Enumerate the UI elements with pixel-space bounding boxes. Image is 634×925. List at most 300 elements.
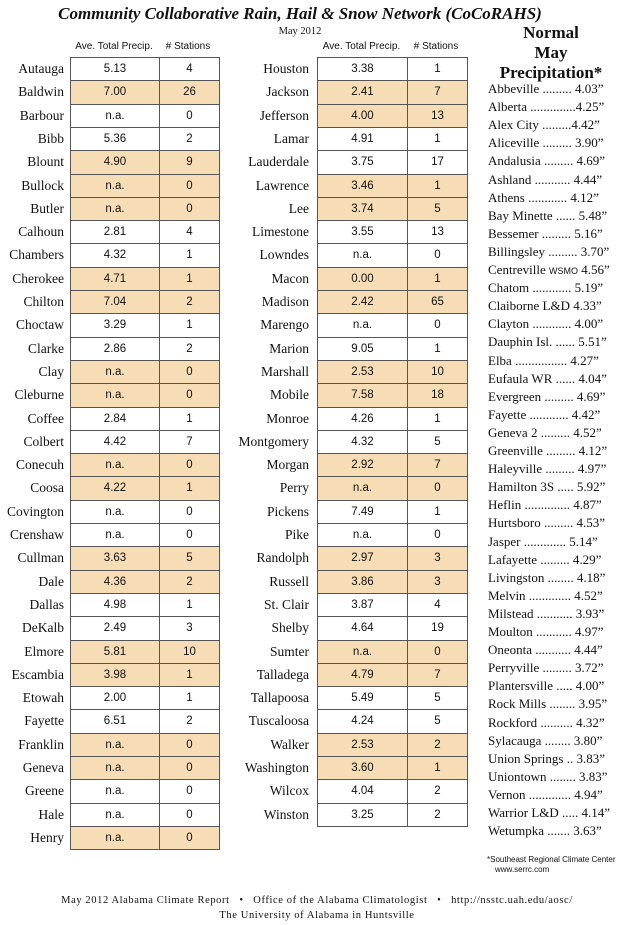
normal-station-entry — [488, 261, 633, 279]
stations-cell: 5 — [407, 710, 467, 733]
county-name: Colbert — [23, 434, 64, 449]
county-name: Dale — [38, 574, 64, 589]
precip-cell: 3.38 — [351, 63, 374, 75]
table-row — [318, 104, 467, 127]
table-row — [318, 593, 467, 616]
county-name: Lowndes — [259, 247, 309, 262]
stations-cell: 10 — [159, 641, 219, 663]
precip-cell: 4.71 — [103, 273, 127, 285]
table-row — [318, 267, 467, 290]
precip-cell: 0.00 — [351, 273, 374, 285]
stations-cell: 17 — [407, 151, 467, 174]
table-row — [318, 476, 467, 500]
normal-station-text: Athens ............ 4.12” — [488, 190, 599, 205]
normal-station-entry — [488, 659, 633, 677]
table-row — [71, 453, 219, 476]
stations-cell: 18 — [407, 384, 467, 407]
normal-station-text: Bay Minette ...... 5.48” — [488, 208, 608, 223]
precip-cell: 2.81 — [103, 226, 127, 238]
stations-cell: 1 — [407, 268, 467, 290]
normal-station-entry — [488, 551, 633, 569]
precip-cell: 7.00 — [103, 86, 127, 98]
county-name: Geneva — [22, 760, 64, 775]
stations-cell: 1 — [159, 268, 219, 290]
county-name: Fayette — [24, 713, 64, 728]
table-row — [318, 290, 467, 313]
stations-cell: 65 — [407, 291, 467, 313]
normal-station-entry — [488, 243, 633, 261]
table-row — [71, 267, 219, 290]
county-name: Crenshaw — [10, 527, 64, 542]
table-row — [71, 104, 219, 127]
normal-station-entry — [488, 315, 633, 333]
page-footer — [0, 893, 634, 923]
county-name: Greene — [25, 783, 64, 798]
table-row — [71, 686, 219, 709]
county-name: Washington — [244, 760, 309, 775]
table-row — [71, 127, 219, 150]
county-name: Talladega — [256, 667, 309, 682]
stations-cell: 1 — [407, 175, 467, 197]
stations-cell: 9 — [159, 151, 219, 174]
stations-cell: 0 — [159, 361, 219, 383]
precip-cell: 2.53 — [351, 739, 374, 751]
normal-station-text: Heflin .............. 4.87” — [488, 497, 602, 512]
normal-station-entry — [488, 189, 633, 207]
table-row — [318, 197, 467, 220]
stations-cell: 2 — [407, 804, 467, 826]
precip-cell: 3.86 — [351, 576, 374, 588]
stations-cell: 0 — [159, 175, 219, 197]
county-name: Lawrence — [255, 178, 309, 193]
county-name: Coffee — [27, 411, 64, 426]
county-name: Elmore — [24, 644, 64, 659]
county-name: Covington — [6, 504, 64, 519]
normal-station-text: Alberta ..............4.25” — [488, 99, 605, 114]
normal-station-entry — [488, 641, 633, 659]
precip-cell: n.a. — [105, 809, 125, 821]
county-name: Bullock — [21, 178, 64, 193]
normal-station-text: Uniontown ........ 3.83” — [488, 769, 608, 784]
stations-cell: 0 — [159, 501, 219, 523]
normal-station-text: Ashland ........... 4.44” — [488, 172, 603, 187]
table-row — [318, 686, 467, 709]
stations-cell: 5 — [159, 547, 219, 570]
normal-station-entry — [488, 98, 633, 116]
county-name: Barbour — [19, 108, 64, 123]
precip-cell: n.a. — [105, 110, 125, 122]
table-row — [71, 779, 219, 803]
table-row — [318, 174, 467, 197]
county-name: Hale — [38, 807, 64, 822]
normal-station-entry — [488, 732, 633, 750]
normal-station-text: Sylacauga ........ 3.80” — [488, 733, 603, 748]
normal-station-text: Evergreen ......... 4.69” — [488, 389, 606, 404]
stations-cell: 13 — [407, 105, 467, 127]
stations-cell: 1 — [159, 664, 219, 686]
normal-station-text: Plantersville ..... 4.00” — [488, 678, 605, 693]
stations-cell: 2 — [159, 291, 219, 313]
table-row — [318, 803, 467, 826]
county-name: Calhoun — [18, 224, 64, 239]
precip-cell: n.a. — [105, 785, 125, 797]
county-name: Marion — [269, 341, 309, 356]
normal-station-entry — [488, 225, 633, 243]
table-row — [71, 593, 219, 616]
county-name: Chilton — [23, 294, 64, 309]
precip-cell: 4.24 — [351, 715, 374, 727]
table-row — [71, 640, 219, 663]
footer-line-1: May 2012 Alabama Climate Report • Office of the Alabama Climatologist • http://nsstc.uah.edu/aosc/ — [61, 895, 573, 906]
county-name: Pike — [284, 527, 309, 542]
table-row — [71, 150, 219, 174]
precip-cell: 2.97 — [351, 552, 374, 564]
table-row — [71, 407, 219, 430]
stations-cell: 7 — [407, 454, 467, 476]
normal-station-entry — [488, 116, 633, 134]
county-name: Baldwin — [18, 84, 64, 99]
precip-cell: 7.58 — [351, 389, 374, 401]
precip-cell: 4.32 — [103, 249, 127, 261]
stations-cell: 0 — [159, 524, 219, 546]
normal-station-text: Rockford .......... 4.32” — [488, 715, 605, 730]
table-row — [318, 546, 467, 570]
normal-station-text: Chatom ............ 5.19” — [488, 280, 604, 295]
table-row — [71, 197, 219, 220]
stations-cell: 1 — [159, 594, 219, 616]
normal-station-entry — [488, 714, 633, 732]
stations-cell: 1 — [159, 244, 219, 267]
table-row — [71, 616, 219, 640]
normal-station-text: Jasper ............. 5.14” — [488, 534, 598, 549]
normal-station-text: Greenville ......... 4.12” — [488, 443, 608, 458]
precip-cell: 2.84 — [103, 413, 127, 425]
stations-cell: 1 — [407, 408, 467, 430]
precip-cell: n.a. — [105, 762, 125, 774]
county-name: Perry — [279, 480, 309, 495]
precip-cell: 2.53 — [351, 366, 374, 378]
table-row — [318, 779, 467, 803]
precip-cell: 7.49 — [351, 506, 374, 518]
precip-cell: 3.29 — [103, 319, 127, 331]
county-name: Winston — [263, 807, 309, 822]
county-name: Cherokee — [12, 271, 64, 286]
stations-cell: 10 — [407, 361, 467, 383]
stations-cell: 0 — [407, 244, 467, 267]
county-name: Morgan — [266, 457, 309, 472]
normal-station-entry — [488, 587, 633, 605]
county-name: Shelby — [271, 620, 309, 635]
normal-station-entry — [488, 406, 633, 424]
precip-cell: 2.49 — [103, 622, 127, 634]
stations-cell: 0 — [159, 105, 219, 127]
footnote-url: www.serrc.com — [495, 865, 550, 874]
normal-station-text: Claiborne L&D 4.33” — [488, 298, 602, 313]
precip-cell: 2.00 — [103, 692, 127, 704]
table-row — [318, 756, 467, 779]
precip-cell: 2.41 — [351, 86, 374, 98]
normal-station-entry — [488, 496, 633, 514]
stations-cell: 1 — [159, 408, 219, 430]
county-name: Blount — [27, 154, 64, 169]
table-row — [71, 313, 219, 337]
county-name: Monroe — [266, 411, 309, 426]
precip-cell: 3.98 — [103, 669, 127, 681]
county-name: Jefferson — [259, 108, 309, 123]
table-row — [318, 709, 467, 733]
table-row — [71, 383, 219, 407]
county-name: Madison — [261, 294, 309, 309]
table-row — [318, 640, 467, 663]
table-row — [71, 803, 219, 826]
precip-cell: 4.22 — [103, 482, 127, 494]
precip-cell: 4.04 — [351, 785, 374, 797]
table-row — [71, 337, 219, 360]
county-name: Tuscaloosa — [248, 713, 309, 728]
page-subtitle: May 2012 — [278, 26, 322, 37]
table-row — [318, 733, 467, 756]
precip-cell: n.a. — [105, 506, 125, 518]
precip-cell: n.a. — [352, 646, 373, 658]
precip-cell: n.a. — [352, 482, 373, 494]
stations-cell: 1 — [407, 501, 467, 523]
normal-station-text: Hamilton 3S ..... 5.92” — [488, 479, 606, 494]
normal-station-text: Clayton ............ 4.00” — [488, 316, 604, 331]
county-name: Clay — [38, 364, 64, 379]
stations-cell: 0 — [159, 198, 219, 220]
precip-cell: 4.98 — [103, 599, 127, 611]
normal-station-text: Moulton ........... 4.97” — [488, 624, 604, 639]
precip-cell: 4.26 — [351, 413, 374, 425]
precip-cell: n.a. — [105, 180, 125, 192]
county-name: Jackson — [266, 84, 309, 99]
precip-cell: 7.04 — [103, 296, 127, 308]
table-row — [71, 546, 219, 570]
precip-cell: n.a. — [105, 389, 125, 401]
table-row — [71, 430, 219, 453]
table-row — [318, 360, 467, 383]
precip-cell: 4.42 — [103, 436, 127, 448]
table-row — [71, 243, 219, 267]
normal-station-value: 4.56” — [578, 262, 610, 277]
normal-station-text: Abbeville ......... 4.03” — [488, 81, 604, 96]
precip-cell: 3.75 — [351, 156, 374, 168]
mid-precip-header: Ave. Total Precip. — [322, 41, 401, 52]
normal-station-text: Aliceville ......... 3.90” — [488, 135, 604, 150]
county-name: Pickens — [267, 504, 309, 519]
stations-cell: 7 — [407, 664, 467, 686]
normal-station-entry — [488, 677, 633, 695]
normal-title-line-1: Normal — [523, 23, 579, 42]
normal-station-text: Vernon ............. 4.94” — [488, 787, 603, 802]
stations-cell: 5 — [407, 198, 467, 220]
table-row — [318, 663, 467, 686]
precip-cell: 4.91 — [351, 133, 374, 145]
mid-stations-header: # Stations — [413, 41, 459, 52]
county-name: Chambers — [9, 247, 64, 262]
normal-station-entry — [488, 786, 633, 804]
county-name: Lee — [288, 201, 309, 216]
normal-station-text: Centreville — [488, 262, 550, 277]
precip-cell: 9.05 — [351, 343, 374, 355]
precip-cell: 5.13 — [103, 63, 127, 75]
county-name: Randolph — [256, 550, 309, 565]
stations-cell: 1 — [407, 128, 467, 150]
stations-cell: 4 — [159, 58, 219, 80]
normal-station-entry — [488, 80, 633, 98]
precip-cell: 3.63 — [103, 552, 127, 564]
county-name: Choctaw — [16, 317, 64, 332]
county-name: Coosa — [30, 480, 64, 495]
county-name: Wilcox — [269, 783, 309, 798]
normal-station-entry — [488, 388, 633, 406]
county-name: Dallas — [29, 597, 64, 612]
stations-cell: 13 — [407, 221, 467, 243]
county-name: Sumter — [270, 644, 309, 659]
precip-cell: n.a. — [352, 249, 373, 261]
stations-cell: 4 — [159, 221, 219, 243]
county-name: Montgomery — [238, 434, 309, 449]
normal-station-entry — [488, 533, 633, 551]
stations-cell: 1 — [407, 58, 467, 80]
county-name: Clarke — [28, 341, 64, 356]
precip-cell: 2.92 — [351, 459, 374, 471]
normal-station-entry — [488, 297, 633, 315]
normal-station-text: Union Springs .. 3.83” — [488, 751, 605, 766]
precip-cell: 2.42 — [351, 296, 374, 308]
normal-station-text: Milstead ........... 3.93” — [488, 606, 605, 621]
table-row — [318, 80, 467, 104]
stations-cell: 26 — [159, 81, 219, 104]
table-row — [318, 220, 467, 243]
mid-data-table — [317, 57, 468, 827]
normal-station-text: Oneonta ........... 4.44” — [488, 642, 603, 657]
stations-cell: 1 — [407, 757, 467, 779]
table-row — [318, 523, 467, 546]
table-row — [71, 290, 219, 313]
precip-cell: n.a. — [105, 739, 125, 751]
table-row — [71, 570, 219, 593]
stations-cell: 3 — [407, 571, 467, 593]
county-name: Etowah — [22, 690, 64, 705]
precip-cell: n.a. — [105, 203, 125, 215]
stations-cell: 2 — [407, 780, 467, 803]
stations-cell: 2 — [407, 734, 467, 756]
table-row — [318, 313, 467, 337]
normal-station-entry — [488, 460, 633, 478]
stations-cell: 0 — [159, 804, 219, 826]
precip-cell: 5.81 — [103, 646, 127, 658]
stations-cell: 0 — [407, 314, 467, 337]
precip-cell: 3.55 — [351, 226, 374, 238]
normal-station-entry — [488, 768, 633, 786]
normal-title-line-3: Precipitation* — [499, 63, 603, 82]
stations-cell: 3 — [407, 547, 467, 570]
table-row — [71, 523, 219, 546]
table-row — [318, 500, 467, 523]
county-name: Cullman — [17, 550, 64, 565]
normal-station-entry — [488, 804, 633, 822]
normal-station-text: Eufaula WR ...... 4.04” — [488, 371, 607, 386]
normal-station-text: Hurtsboro ......... 4.53” — [488, 515, 605, 530]
precip-cell: 4.36 — [103, 576, 127, 588]
table-row — [71, 500, 219, 523]
table-row — [71, 57, 219, 80]
normal-station-entry — [488, 352, 633, 370]
table-row — [71, 476, 219, 500]
normal-station-entry — [488, 750, 633, 768]
precip-cell: 6.51 — [103, 715, 127, 727]
table-row — [318, 243, 467, 267]
county-name: Bibb — [37, 131, 64, 146]
county-name: Henry — [30, 830, 64, 845]
normal-station-entry — [488, 333, 633, 351]
table-row — [318, 150, 467, 174]
precip-cell: 3.46 — [351, 180, 374, 192]
precip-cell: n.a. — [105, 459, 125, 471]
county-name: Walker — [270, 737, 309, 752]
footnote-source: *Southeast Regional Climate Center — [487, 855, 616, 864]
normal-station-entry — [488, 279, 633, 297]
county-name: DeKalb — [22, 620, 64, 635]
normal-station-entry — [488, 605, 633, 623]
table-row — [71, 826, 219, 849]
normal-station-entry — [488, 152, 633, 170]
precip-cell: n.a. — [105, 832, 125, 844]
stations-cell: 2 — [159, 128, 219, 150]
normal-station-entry — [488, 171, 633, 189]
normal-station-entry — [488, 424, 633, 442]
table-row — [318, 383, 467, 407]
table-row — [71, 80, 219, 104]
table-row — [318, 570, 467, 593]
table-row — [318, 616, 467, 640]
stations-cell: 1 — [407, 338, 467, 360]
footer-line-2: The University of Alabama in Huntsville — [219, 910, 415, 921]
precip-cell: n.a. — [105, 529, 125, 541]
normal-station-text: Elba ................ 4.27” — [488, 353, 599, 368]
stations-cell: 1 — [159, 314, 219, 337]
county-name: Lauderdale — [248, 154, 309, 169]
table-row — [318, 453, 467, 476]
precip-cell: 3.60 — [351, 762, 374, 774]
county-name: Macon — [271, 271, 309, 286]
precip-cell: 4.79 — [351, 669, 374, 681]
stations-cell: 2 — [159, 338, 219, 360]
table-row — [318, 337, 467, 360]
normal-station-text: Lafayette ......... 4.29” — [488, 552, 602, 567]
stations-cell: 0 — [159, 827, 219, 849]
left-data-table — [70, 57, 220, 850]
precip-cell: 3.25 — [351, 809, 374, 821]
precip-cell: n.a. — [352, 319, 373, 331]
stations-cell: 1 — [159, 477, 219, 500]
normal-station-text: Alex City .........4.42” — [488, 117, 600, 132]
county-name: Marshall — [261, 364, 309, 379]
table-row — [71, 663, 219, 686]
footnote — [487, 855, 616, 875]
normal-precip-title — [487, 23, 615, 83]
normal-station-entry — [488, 514, 633, 532]
normal-station-text: Perryville ......... 3.72” — [488, 660, 604, 675]
table-row — [71, 174, 219, 197]
precip-cell: n.a. — [352, 529, 373, 541]
table-row — [318, 407, 467, 430]
normal-station-text: Geneva 2 ......... 4.52” — [488, 425, 602, 440]
county-name: Cleburne — [14, 387, 64, 402]
left-stations-header: # Stations — [165, 41, 211, 52]
stations-cell: 0 — [159, 780, 219, 803]
